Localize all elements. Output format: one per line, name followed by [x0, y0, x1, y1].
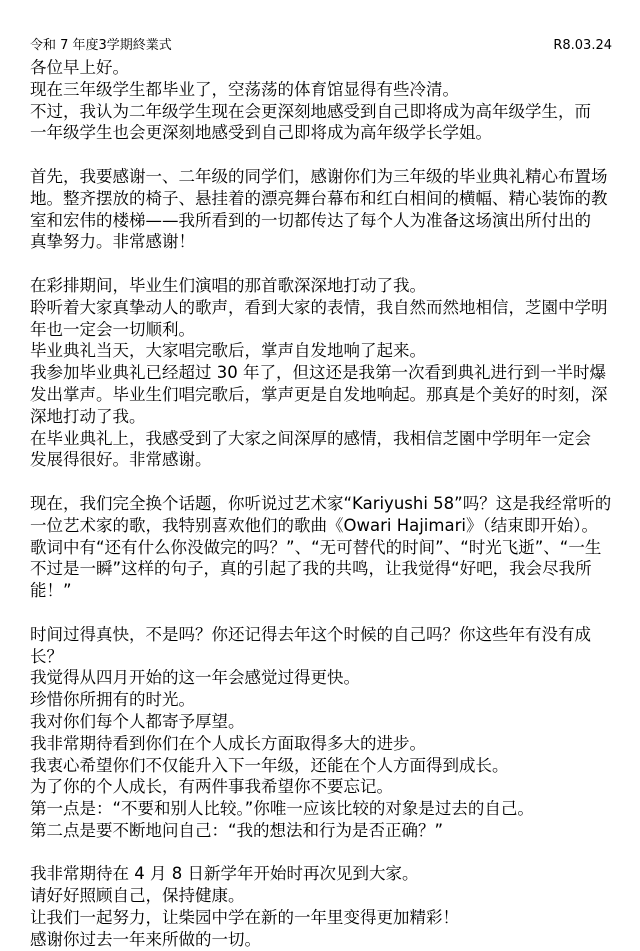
text-line: 真挚努力。非常感谢！: [30, 232, 195, 252]
text-line: 不过是一瞬”这样的句子，真的引起了我的共鸣，让我觉得“好吧，我会尽我所: [30, 559, 592, 579]
text-line: 我非常期待在 4 月 8 日新学年开始时再次见到大家。: [30, 864, 419, 884]
text-line: 我参加毕业典礼已经超过 30 年了，但这还是我第一次看到典礼进行到一半时爆: [30, 363, 606, 383]
text-line: 不过，我认为二年级学生现在会更深刻地感受到自己即将成为高年级学生，而: [30, 101, 591, 121]
text-line: 现在三年级学生都毕业了，空荡荡的体育馆显得有些冷清。: [30, 79, 459, 99]
text-line: 一位艺术家的歌，我特别喜欢他们的歌曲《Owari Hajimari》（结束即开始）。: [30, 515, 598, 535]
document-body: [30, 57, 612, 951]
text-line: 歌词中有“还有什么你没做完的吗？”、“无可替代的时间”、“时光飞逝”、“一生: [30, 537, 602, 557]
paragraph: [30, 493, 612, 602]
text-line: 室和宏伟的楼梯——我所看到的一切都传达了每个人为准备这场演出所付出的: [30, 210, 591, 230]
text-line: 毕业典礼当天，大家唱完歌后，掌声自发地响了起来。: [30, 341, 426, 361]
text-line: 年也一定会一切顺利。: [30, 319, 195, 339]
text-line: 在彩排期间，毕业生们演唱的那首歌深深地打动了我。: [30, 275, 426, 295]
text-line: 各位早上好。: [30, 58, 129, 77]
text-line: 在毕业典礼上，我感受到了大家之间深厚的感情，我相信芝園中学明年一定会: [30, 428, 591, 448]
text-line: 让我们一起努力，让柴园中学在新的一年里变得更加精彩！: [30, 908, 459, 928]
text-line: 长？: [30, 646, 63, 666]
paragraph: [30, 57, 612, 144]
paragraph: [30, 624, 612, 842]
text-line: 我对你们每个人都寄予厚望。: [30, 711, 245, 731]
text-line: 首先，我要感谢一、二年级的同学们，感谢你们为三年级的毕业典礼精心布置场: [30, 166, 608, 186]
text-line: 为了你的个人成长，有两件事我希望你不要忘记。: [30, 777, 393, 797]
text-line: 第一点是：“不要和别人比较。”你唯一应该比较的对象是过去的自己。: [30, 799, 534, 819]
document-header: [30, 38, 612, 54]
paragraph: [30, 275, 612, 471]
paragraph: [30, 863, 612, 950]
text-line: 地。整齐摆放的椅子、悬挂着的漂亮舞台幕布和红白相间的横幅、精心装饰的教: [30, 188, 608, 208]
text-line: 感谢你过去一年来所做的一切。: [30, 929, 261, 949]
text-line: 第二点是要不断地问自己：“我的想法和行为是否正确？”: [30, 820, 444, 840]
document-title: 令和 7 年度3学期終業式: [30, 38, 172, 53]
text-line: 深地打动了我。: [30, 406, 146, 426]
text-line: 我衷心希望你们不仅能升入下一年级，还能在个人方面得到成长。: [30, 755, 509, 775]
text-line: 请好好照顾自己，保持健康。: [30, 886, 245, 906]
text-line: 珍惜你所拥有的时光。: [30, 690, 195, 710]
text-line: 发出掌声。毕业生们唱完歌后，掌声更是自发地响起。那真是个美好的时刻，深: [30, 384, 608, 404]
text-line: 我觉得从四月开始的这一年会感觉过得更快。: [30, 668, 360, 688]
document-date: R8.03.24: [553, 38, 612, 53]
text-line: 时间过得真快，不是吗？你还记得去年这个时候的自己吗？你这些年有没有成: [30, 624, 591, 644]
text-line: 我非常期待看到你们在个人成长方面取得多大的进步。: [30, 733, 426, 753]
text-line: 能！”: [30, 581, 72, 601]
paragraph: [30, 166, 612, 253]
text-line: 一年级学生也会更深刻地感受到自己即将成为高年级学长学姐。: [30, 123, 492, 143]
text-line: 现在，我们完全换个话题，你听说过艺术家“Kariyushi 58”吗？这是我经常听的: [30, 493, 612, 513]
text-line: 发展得很好。非常感谢。: [30, 450, 212, 470]
text-line: 聆听着大家真挚动人的歌声，看到大家的表情，我自然而然地相信，芝園中学明: [30, 297, 608, 317]
